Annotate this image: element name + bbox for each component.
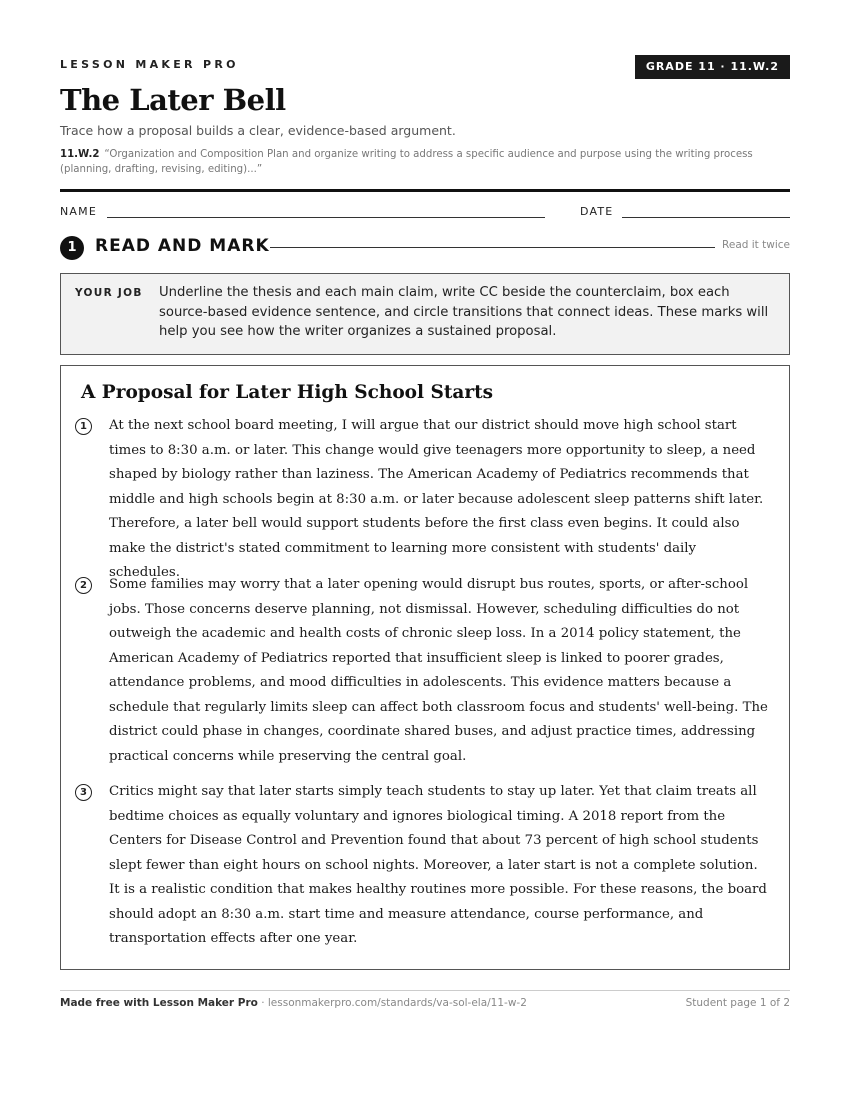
page-title: The Later Bell: [60, 83, 286, 117]
paragraph-text: Some families may worry that a later opening would disrupt bus routes, sports, or after-school jobs. Those concerns deserve planning, not dismissal. However, scheduling difficulties do not outweigh the academic and health costs of chronic sleep loss. In a 2014 policy statement, the American Academy of Pediatrics reported that insufficient sleep is linked to poorer grades, attendance problems, and mood difficulties in adolescents. This evidence matters because a schedule that regularly limits sleep can affect both classroom focus and students' well-being. The district could phase in changes, coordinate shared buses, and adjust practice times, addressing practical concerns while preserving the central goal.: [109, 577, 768, 764]
page-subtitle: Trace how a proposal builds a clear, evidence-based argument.: [60, 123, 456, 138]
section-note: Read it twice: [722, 239, 790, 251]
page-number: Student page 1 of 2: [685, 997, 790, 1009]
your-job-box: [60, 273, 790, 355]
paragraph-number-badge: 1: [75, 418, 92, 435]
paragraph-text: At the next school board meeting, I will argue that our district should move high school start times to 8:30 a.m. or later. This change would give teenagers more opportunity to sleep, a need shaped by biology rather than laziness. The American Academy of Pediatrics recommends that middle and high schools begin at 8:30 a.m. or later because adolescent sleep patterns shift later. Therefore, a later bell would support students before the first class even begins. It could also make the district's stated commitment to learning more consistent with students' daily schedules.: [109, 418, 764, 580]
top-bar: [60, 55, 790, 79]
header-divider: [60, 189, 790, 192]
section-header: [60, 235, 790, 259]
paragraph-number-badge: 3: [75, 784, 92, 801]
standard-code: 11.W.2: [60, 149, 100, 160]
grade-badge: GRADE 11 · 11.W.2: [635, 55, 790, 79]
standard-text: “Organization and Composition Plan and organize writing to address a specific audience and purpose using the writing process (planning, drafting, revising, editing)...”: [60, 149, 753, 175]
section-title: READ AND MARK: [95, 236, 270, 256]
reading-passage: [60, 365, 790, 970]
footer-made-with: Made free with Lesson Maker Pro: [60, 997, 258, 1009]
date-label: DATE: [580, 205, 614, 218]
footer-separator: ·: [257, 997, 268, 1009]
footer-divider: [60, 990, 790, 991]
your-job-text: Underline the thesis and each main claim, write CC beside the counterclaim, box each source-based evidence sentence, and circle transitions that connect ideas. These marks will help you see how the writer organizes a sustained proposal.: [159, 285, 769, 339]
section-number-badge: 1: [60, 236, 84, 260]
brand-name: LESSON MAKER PRO: [60, 58, 239, 71]
section-divider: [270, 247, 715, 248]
your-job-label: YOUR JOB: [75, 287, 143, 299]
paragraph-text: Critics might say that later starts simply teach students to stay up later. Yet that claim treats all bedtime choices as equally voluntary and ignores biological timing. A 2018 report from the Centers for Disease Control and Prevention found that about 73 percent of high school students slept fewer than eight hours on school nights. Moreover, a later start is not a complete solution. It is a realistic condition that makes healthy routines more possible. For these reasons, the board should adopt an 8:30 a.m. start time and measure attendance, course performance, and transportation effects after one year.: [109, 784, 767, 946]
paragraph-number-badge: 2: [75, 577, 92, 594]
standard-description: [60, 147, 790, 177]
reading-title: A Proposal for Later High School Starts: [81, 382, 494, 403]
footer: [60, 997, 790, 1009]
name-label: NAME: [60, 205, 97, 218]
date-field[interactable]: [622, 217, 790, 218]
name-field[interactable]: [107, 217, 545, 218]
footer-url-link[interactable]: lessonmakerpro.com/standards/va-sol-ela/11-w-2: [267, 997, 527, 1009]
name-date-row: [60, 205, 790, 221]
